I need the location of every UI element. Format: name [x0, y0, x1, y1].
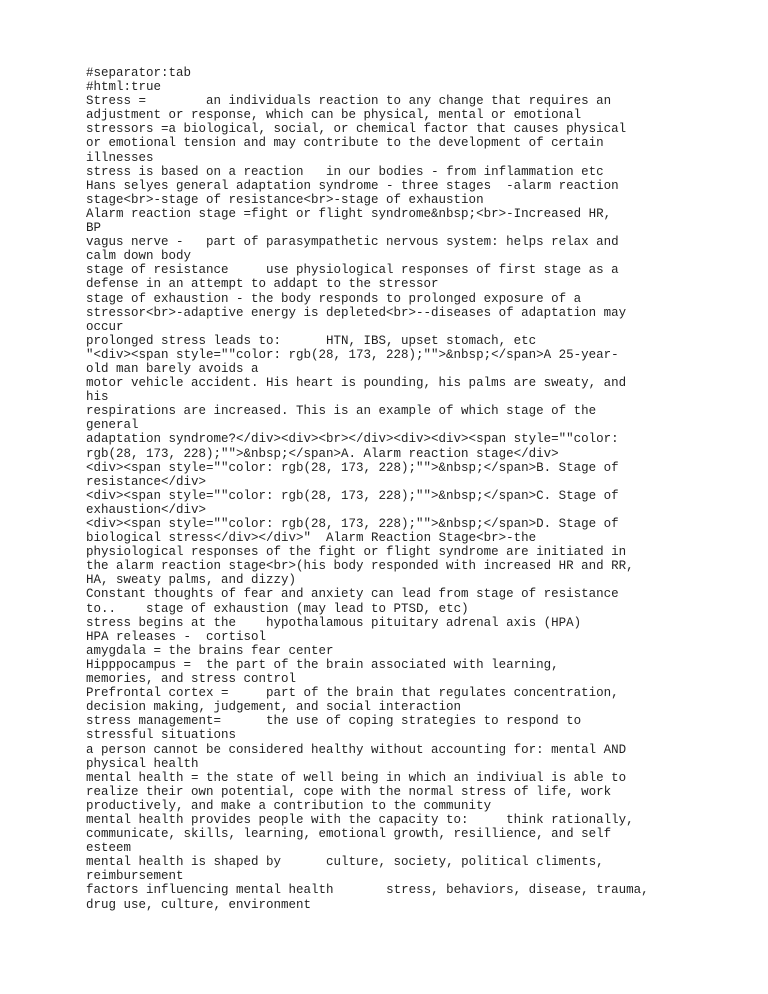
text-line: mental health = the state of well being in which an indiviual is able to [86, 770, 627, 785]
text-line: Alarm reaction stage =fight or flight syndrome&nbsp;<br>-Increased HR, [86, 206, 612, 221]
text-line: stressors =a biological, social, or chemical factor that causes physical [86, 122, 627, 137]
text-line: reimbursement [86, 869, 184, 884]
text-line: rgb(28, 173, 228);"">&nbsp;</span>A. Alarm reaction stage</div> [86, 446, 559, 461]
text-line: Hipppocampus = the part of the brain associated with learning, [86, 657, 559, 672]
text-line: occur [86, 319, 124, 334]
text-line: stress management= the use of coping strategies to respond to [86, 714, 582, 729]
text-line: respirations are increased. This is an example of which stage of the [86, 404, 597, 419]
text-line: #html:true [86, 80, 162, 95]
text-line: exhaustion</div> [86, 502, 207, 517]
text-line: defense in an attempt to addapt to the stressor [86, 277, 439, 292]
text-line: Hans selyes general adaptation syndrome - three stages -alarm reaction [86, 178, 619, 193]
text-line: stressful situations [86, 728, 237, 743]
text-line: decision making, judgement, and social interaction [86, 700, 462, 715]
text-line: productively, and make a contribution to the community [86, 798, 492, 813]
text-line: stage of exhaustion - the body responds to prolonged exposure of a [86, 291, 582, 306]
text-line: <div><span style=""color: rgb(28, 173, 228);"">&nbsp;</span>B. Stage of [86, 460, 619, 475]
document-text [86, 66, 686, 912]
text-line: stage<br>-stage of resistance<br>-stage of exhaustion [86, 192, 484, 207]
text-line: or emotional tension and may contribute to the development of certain [86, 136, 604, 151]
text-line: <div><span style=""color: rgb(28, 173, 228);"">&nbsp;</span>D. Stage of [86, 517, 619, 531]
text-line: adaptation syndrome?</div><div><br></div><div><div><span style=""color: [86, 432, 619, 447]
text-line: factors influencing mental health stress, behaviors, disease, trauma, [86, 883, 649, 898]
text-line: Constant thoughts of fear and anxiety can lead from stage of resistance [86, 587, 619, 602]
text-line: stress begins at the hypothalamous pituitary adrenal axis (HPA) [86, 615, 582, 630]
text-line: realize their own potential, cope with the normal stress of life, work [86, 784, 612, 799]
text-line: HPA releases - cortisol [86, 629, 267, 644]
text-line: his [86, 390, 109, 405]
text-line: BP [86, 221, 102, 236]
text-line: physiological responses of the fight or flight syndrome are initiated in [86, 545, 627, 560]
text-line: vagus nerve - part of parasympathetic nervous system: helps relax and [86, 235, 619, 250]
text-line: esteem [86, 841, 132, 856]
text-line: stressor<br>-adaptive energy is depleted<br>--diseases of adaptation may [86, 305, 627, 320]
text-line: HA, sweaty palms, and dizzy) [86, 573, 297, 588]
text-line: resistance</div> [86, 474, 207, 489]
text-line: illnesses [86, 150, 154, 165]
text-line: Stress = an individuals reaction to any change that requires an [86, 94, 612, 109]
text-line: old man barely avoids a [86, 361, 259, 376]
text-line: prolonged stress leads to: HTN, IBS, upset stomach, etc [86, 333, 537, 348]
text-line: amygdala = the brains fear center [86, 643, 334, 658]
text-line: to.. stage of exhaustion (may lead to PTSD, etc) [86, 601, 469, 616]
text-line: <div><span style=""color: rgb(28, 173, 228);"">&nbsp;</span>C. Stage of [86, 488, 619, 503]
text-line: adjustment or response, which can be physical, mental or emotional [86, 108, 582, 123]
text-line: motor vehicle accident. His heart is pounding, his palms are sweaty, and [86, 376, 627, 391]
text-line: "<div><span style=""color: rgb(28, 173, 228);"">&nbsp;</span>A 25-year- [86, 347, 619, 362]
text-line: physical health [86, 756, 199, 771]
text-line: memories, and stress control [86, 672, 297, 687]
text-line: stage of resistance use physiological responses of first stage as a [86, 263, 619, 278]
text-line: Prefrontal cortex = part of the brain that regulates concentration, [86, 686, 619, 701]
text-line: stress is based on a reaction in our bodies - from inflammation etc [86, 164, 604, 179]
text-line: drug use, culture, environment [86, 897, 312, 912]
text-line: mental health is shaped by culture, society, political climents, [86, 855, 604, 870]
text-line: a person cannot be considered healthy without accounting for: mental AND [86, 742, 627, 757]
text-line: general [86, 418, 139, 433]
text-line: mental health provides people with the capacity to: think rationally, [86, 812, 634, 827]
text-line: calm down body [86, 249, 192, 264]
text-line: #separator:tab [86, 66, 192, 80]
text-line: the alarm reaction stage<br>(his body responded with increased HR and RR, [86, 559, 634, 574]
text-line: communicate, skills, learning, emotional growth, resillience, and self [86, 827, 612, 842]
text-line: biological stress</div></div>" Alarm Reaction Stage<br>-the [86, 531, 537, 546]
